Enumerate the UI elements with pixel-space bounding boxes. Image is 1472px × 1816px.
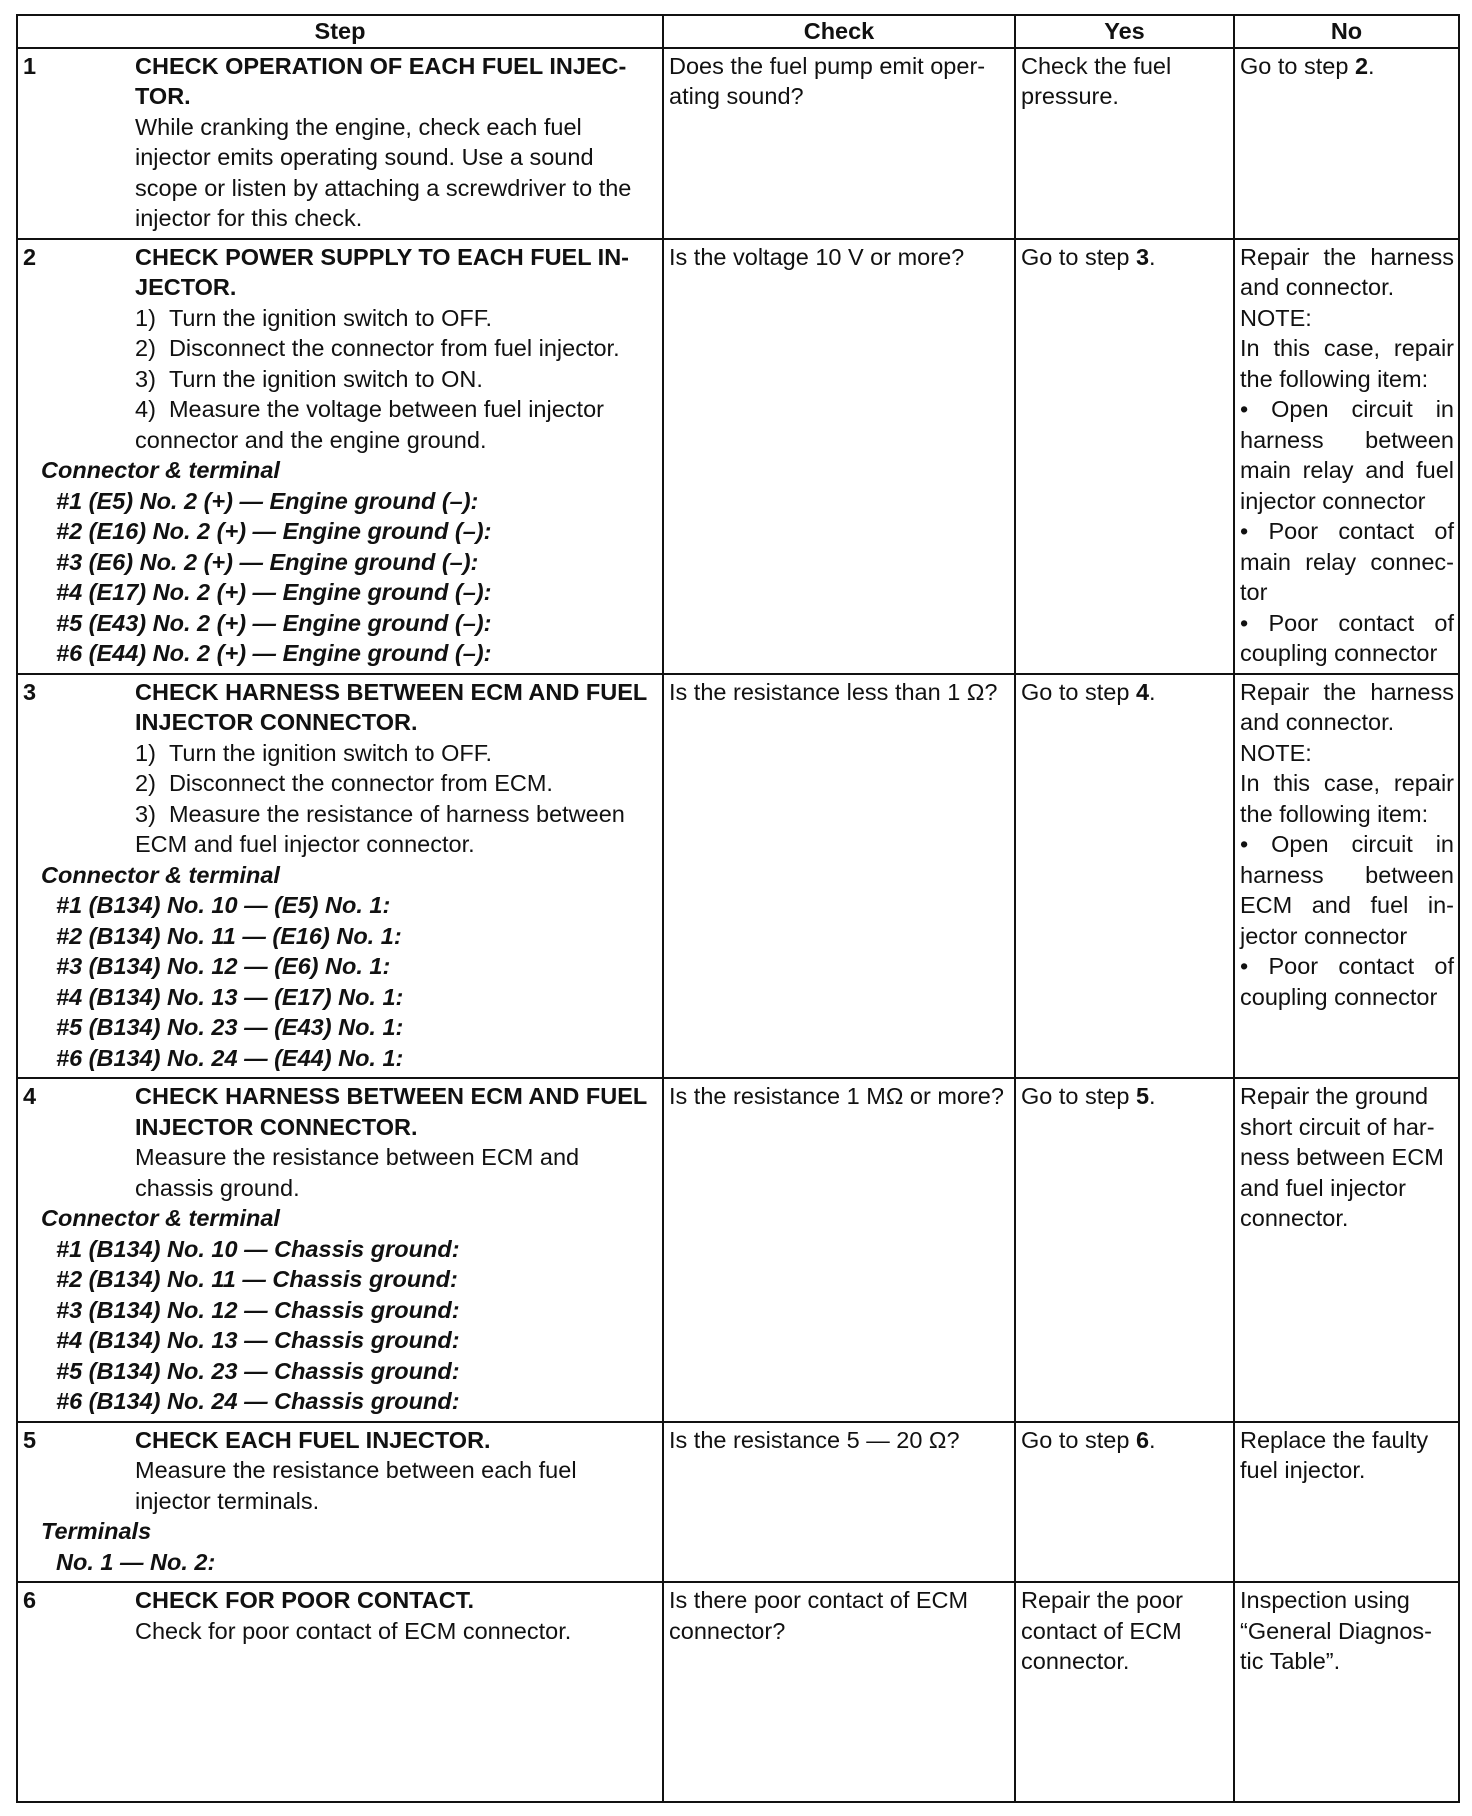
connector-terminal: #3 (B134) No. 12 — Chassis ground:	[56, 1296, 460, 1323]
connector-terminal: #2 (B134) No. 11 — (E16) No. 1:	[56, 922, 402, 949]
connector-terminal: #6 (E44) No. 2 (+) — Engine ground (–):	[56, 640, 492, 666]
check-cell: Is the resistance less than 1 Ω?	[663, 674, 1015, 1079]
yes-cell	[1015, 674, 1234, 1079]
connector-heading: Connector & terminal	[41, 1205, 280, 1231]
step-cell	[17, 1078, 663, 1422]
connector-terminal: #5 (B134) No. 23 — Chassis ground:	[56, 1357, 460, 1384]
step-title: CHECK EACH FUEL INJECTOR.	[135, 1426, 491, 1453]
note-bullet: • Open circuit in harness between main relay and fuel injector connector	[1240, 396, 1454, 514]
header-row	[17, 15, 1459, 48]
step-instruction: 1) Turn the ignition switch to OFF.	[135, 304, 492, 331]
no-cell	[1234, 674, 1459, 1079]
header-check: Check	[663, 15, 1015, 48]
no-text: Repair the harness and connector.	[1240, 678, 1454, 735]
no-cell	[1234, 48, 1459, 239]
no-cell: Replace the faulty fuel injector.	[1234, 1422, 1459, 1583]
header-no: No	[1234, 15, 1459, 48]
note-bullet: • Open circuit in harness between ECM and fuel in-jector connector	[1240, 831, 1454, 949]
connector-terminal: #2 (B134) No. 11 — Chassis ground:	[56, 1266, 458, 1292]
check-cell: Does the fuel pump emit oper-ating sound?	[663, 48, 1015, 239]
connector-terminal: #5 (B134) No. 23 — (E43) No. 1:	[56, 1014, 404, 1040]
connector-terminal: #1 (B134) No. 10 — (E5) No. 1:	[56, 892, 391, 918]
note-label: NOTE:	[1240, 304, 1312, 331]
step-number: 4	[23, 1083, 37, 1109]
table-row	[17, 1078, 1459, 1422]
diagnostic-table	[16, 14, 1460, 1803]
yes-cell	[1015, 239, 1234, 674]
table-row	[17, 239, 1459, 674]
step-title: CHECK OPERATION OF EACH FUEL INJEC-TOR.	[135, 52, 627, 109]
note-text: In this case, repair the following item:	[1240, 770, 1454, 827]
check-cell: Is the resistance 5 — 20 Ω?	[663, 1422, 1015, 1583]
step-number: 1	[23, 52, 37, 79]
step-ref: 5	[1135, 1083, 1150, 1109]
connector-heading: Connector & terminal	[41, 861, 280, 888]
step-instruction: Measure the resistance between ECM and chassis ground.	[135, 1144, 580, 1201]
header-yes: Yes	[1015, 15, 1234, 48]
header-step: Step	[17, 15, 663, 48]
connector-terminal: #4 (B134) No. 13 — Chassis ground:	[56, 1327, 460, 1353]
yes-text: Go to step	[1021, 678, 1136, 705]
connector-terminal: #4 (B134) No. 13 — (E17) No. 1:	[56, 983, 404, 1010]
step-cell	[17, 239, 663, 674]
connector-terminal: No. 1 — No. 2:	[56, 1548, 216, 1575]
step-instruction: Measure the resistance between each fuel injector terminals.	[135, 1457, 577, 1514]
step-title: CHECK HARNESS BETWEEN ECM AND FUEL INJECTOR CONNECTOR.	[135, 1083, 647, 1140]
table-row	[17, 674, 1459, 1079]
step-ref: 4	[1135, 678, 1150, 705]
check-cell: Is there poor contact of ECM connector?	[663, 1582, 1015, 1802]
step-instruction: 3) Turn the ignition switch to ON.	[135, 365, 483, 392]
step-ref: 6	[1135, 1426, 1150, 1453]
connector-terminal: #6 (B134) No. 24 — Chassis ground:	[56, 1388, 460, 1414]
step-title: CHECK POWER SUPPLY TO EACH FUEL IN-JECTOR.	[135, 243, 630, 300]
connector-terminal: #5 (E43) No. 2 (+) — Engine ground (–):	[56, 609, 492, 636]
yes-text: Go to step	[1021, 1083, 1136, 1109]
terminals-heading: Terminals	[41, 1518, 152, 1544]
step-instruction: While cranking the engine, check each fuel injector emits operating sound. Use a sound scope or listen by attaching a screwdriver to the injector for this check.	[135, 113, 632, 231]
note-bullet: • Poor contact of coupling connector	[1240, 609, 1454, 666]
step-title: CHECK FOR POOR CONTACT.	[135, 1587, 475, 1613]
step-cell	[17, 1582, 663, 1802]
step-instruction: 3) Measure the resistance of harness between ECM and fuel injector connector.	[135, 800, 625, 857]
table-row	[17, 1582, 1459, 1802]
step-cell	[17, 674, 663, 1079]
step-number: 6	[23, 1587, 37, 1613]
step-instruction: 2) Disconnect the connector from ECM.	[135, 770, 553, 796]
no-text: Repair the harness and connector.	[1240, 243, 1454, 300]
step-number: 2	[23, 243, 37, 270]
yes-end: .	[1149, 1083, 1156, 1109]
step-instruction: 2) Disconnect the connector from fuel injector.	[135, 335, 620, 361]
step-number: 3	[23, 678, 37, 705]
step-instruction: 4) Measure the voltage between fuel injector connector and the engine ground.	[135, 396, 604, 453]
no-end: .	[1368, 52, 1375, 79]
step-title: CHECK HARNESS BETWEEN ECM AND FUEL INJECTOR CONNECTOR.	[135, 678, 647, 735]
connector-terminal: #3 (B134) No. 12 — (E6) No. 1:	[56, 953, 391, 979]
no-cell: Inspection using “General Diagnos-tic Table”.	[1234, 1582, 1459, 1802]
note-bullet: • Poor contact of coupling connector	[1240, 953, 1454, 1010]
step-ref: 3	[1135, 243, 1150, 270]
step-ref: 2	[1354, 52, 1369, 79]
step-instruction: 1) Turn the ignition switch to OFF.	[135, 739, 492, 766]
no-text: Go to step	[1240, 52, 1355, 79]
yes-cell	[1015, 1078, 1234, 1422]
yes-text: Go to step	[1021, 243, 1136, 270]
step-cell	[17, 1422, 663, 1583]
step-cell	[17, 48, 663, 239]
yes-end: .	[1149, 243, 1156, 270]
connector-terminal: #3 (E6) No. 2 (+) — Engine ground (–):	[56, 548, 479, 575]
note-label: NOTE:	[1240, 739, 1312, 766]
note-text: In this case, repair the following item:	[1240, 335, 1454, 392]
yes-cell	[1015, 1422, 1234, 1583]
step-number: 5	[23, 1426, 37, 1453]
connector-terminal: #1 (E5) No. 2 (+) — Engine ground (–):	[56, 487, 479, 514]
yes-text: Go to step	[1021, 1426, 1136, 1453]
no-cell	[1234, 239, 1459, 674]
check-cell: Is the voltage 10 V or more?	[663, 239, 1015, 674]
connector-terminal: #6 (B134) No. 24 — (E44) No. 1:	[56, 1044, 404, 1071]
note-bullet: • Poor contact of main relay connec-tor	[1240, 518, 1454, 605]
yes-end: .	[1149, 678, 1156, 705]
table-row	[17, 48, 1459, 239]
table-row	[17, 1422, 1459, 1583]
yes-cell: Repair the poor contact of ECM connector.	[1015, 1582, 1234, 1802]
no-cell: Repair the ground short circuit of har-ness between ECM and fuel injector connector.	[1234, 1078, 1459, 1422]
connector-terminal: #2 (E16) No. 2 (+) — Engine ground (–):	[56, 518, 492, 544]
step-instruction: Check for poor contact of ECM connector.	[135, 1617, 572, 1644]
yes-end: .	[1149, 1426, 1156, 1453]
connector-terminal: #4 (E17) No. 2 (+) — Engine ground (–):	[56, 579, 492, 605]
connector-terminal: #1 (B134) No. 10 — Chassis ground:	[56, 1235, 460, 1262]
yes-cell: Check the fuel pressure.	[1015, 48, 1234, 239]
check-cell: Is the resistance 1 MΩ or more?	[663, 1078, 1015, 1422]
connector-heading: Connector & terminal	[41, 457, 280, 483]
